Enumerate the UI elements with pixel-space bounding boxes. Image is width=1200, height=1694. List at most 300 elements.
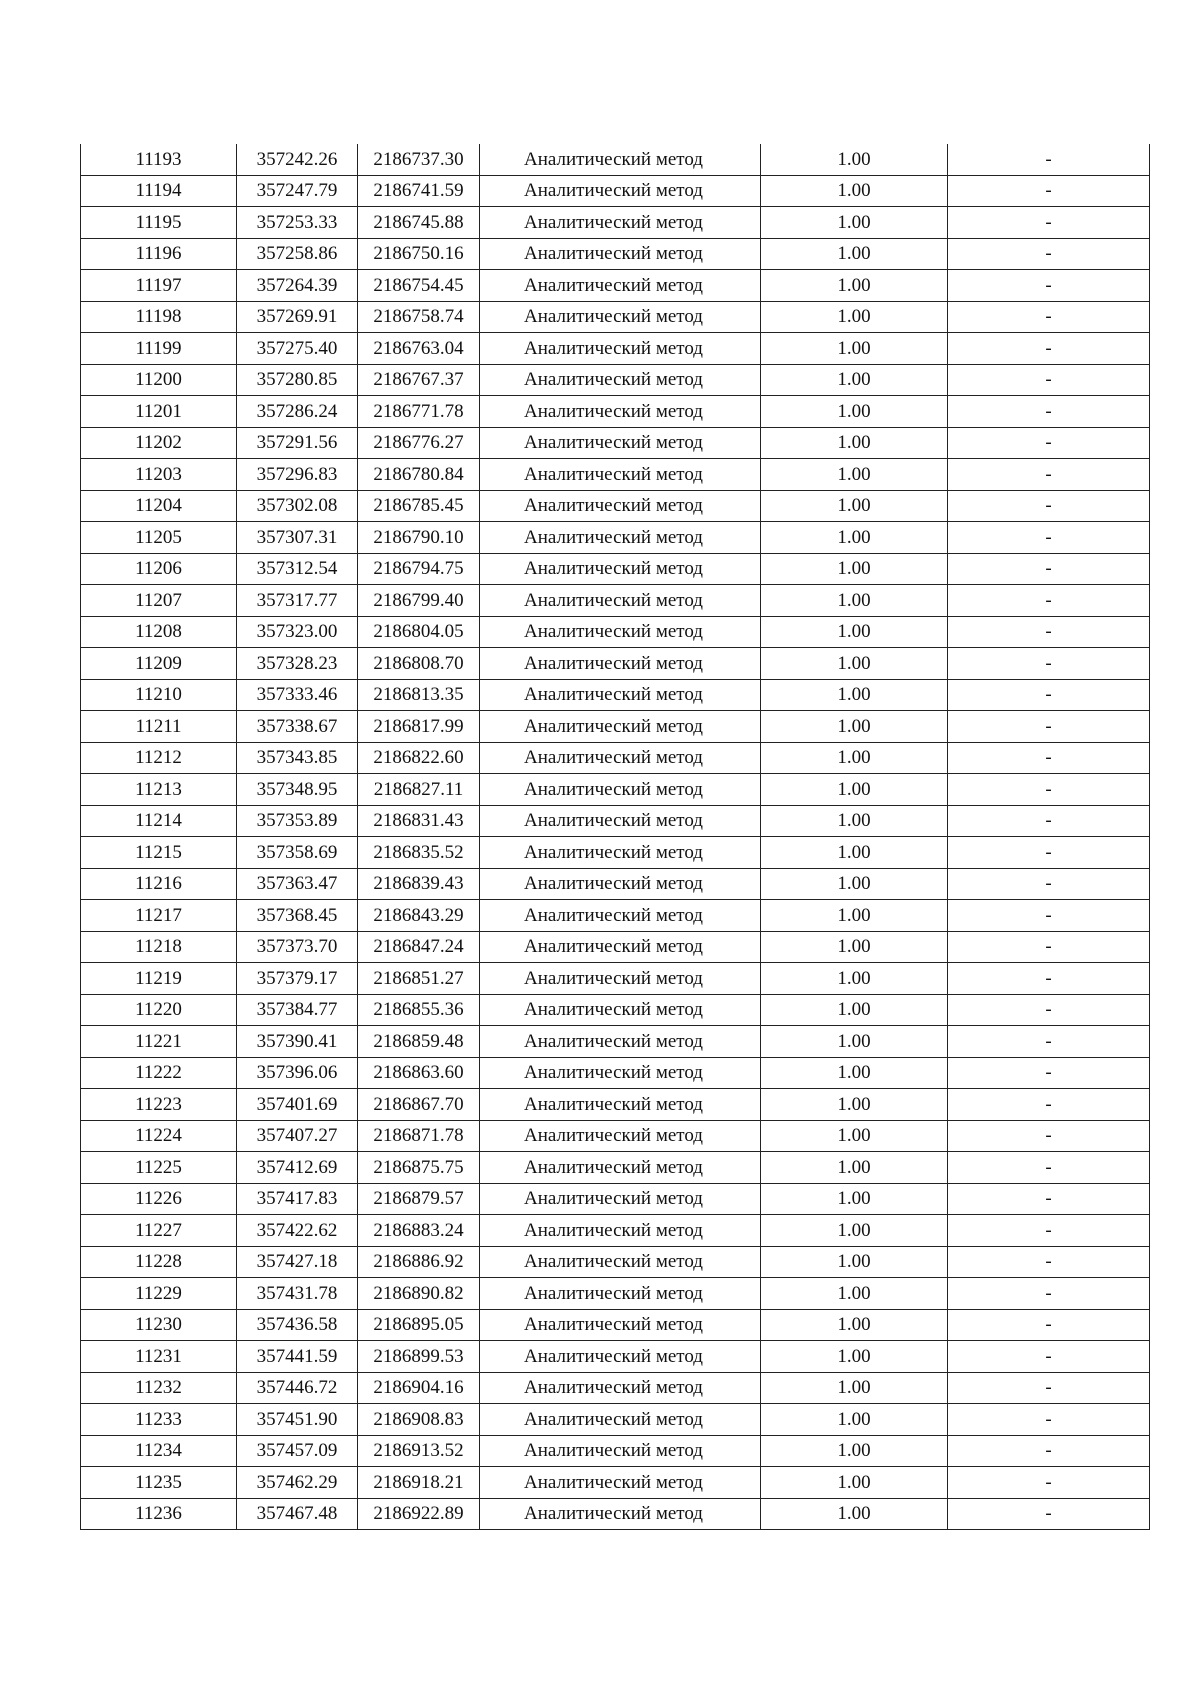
x-coordinate-cell: 357328.23 [237, 648, 358, 680]
y-coordinate-cell: 2186908.83 [358, 1404, 480, 1436]
accuracy-cell: 1.00 [761, 1498, 948, 1530]
x-coordinate-cell: 357348.95 [237, 774, 358, 806]
method-cell: Аналитический метод [480, 774, 761, 806]
table-row [81, 1341, 1150, 1373]
point-number-cell: 11210 [81, 679, 237, 711]
table-row [81, 963, 1150, 995]
point-number-cell: 11236 [81, 1498, 237, 1530]
accuracy-cell: 1.00 [761, 270, 948, 302]
y-coordinate-cell: 2186754.45 [358, 270, 480, 302]
point-number-cell: 11218 [81, 931, 237, 963]
accuracy-cell: 1.00 [761, 994, 948, 1026]
x-coordinate-cell: 357451.90 [237, 1404, 358, 1436]
method-cell: Аналитический метод [480, 333, 761, 365]
note-cell: - [948, 679, 1150, 711]
x-coordinate-cell: 357269.91 [237, 301, 358, 333]
x-coordinate-cell: 357242.26 [237, 144, 358, 175]
accuracy-cell: 1.00 [761, 585, 948, 617]
table-row [81, 238, 1150, 270]
y-coordinate-cell: 2186808.70 [358, 648, 480, 680]
point-number-cell: 11213 [81, 774, 237, 806]
method-cell: Аналитический метод [480, 837, 761, 869]
note-cell: - [948, 1309, 1150, 1341]
x-coordinate-cell: 357401.69 [237, 1089, 358, 1121]
method-cell: Аналитический метод [480, 364, 761, 396]
table-row [81, 1026, 1150, 1058]
note-cell: - [948, 648, 1150, 680]
table-row [81, 1120, 1150, 1152]
accuracy-cell: 1.00 [761, 711, 948, 743]
method-cell: Аналитический метод [480, 175, 761, 207]
table-row [81, 1152, 1150, 1184]
x-coordinate-cell: 357258.86 [237, 238, 358, 270]
accuracy-cell: 1.00 [761, 679, 948, 711]
x-coordinate-cell: 357412.69 [237, 1152, 358, 1184]
note-cell: - [948, 427, 1150, 459]
note-cell: - [948, 459, 1150, 491]
y-coordinate-cell: 2186794.75 [358, 553, 480, 585]
table-row [81, 585, 1150, 617]
method-cell: Аналитический метод [480, 1057, 761, 1089]
note-cell: - [948, 175, 1150, 207]
point-number-cell: 11211 [81, 711, 237, 743]
method-cell: Аналитический метод [480, 868, 761, 900]
note-cell: - [948, 207, 1150, 239]
table-row [81, 522, 1150, 554]
note-cell: - [948, 522, 1150, 554]
accuracy-cell: 1.00 [761, 1120, 948, 1152]
x-coordinate-cell: 357446.72 [237, 1372, 358, 1404]
point-number-cell: 11196 [81, 238, 237, 270]
x-coordinate-cell: 357462.29 [237, 1467, 358, 1499]
accuracy-cell: 1.00 [761, 490, 948, 522]
note-cell: - [948, 742, 1150, 774]
note-cell: - [948, 1215, 1150, 1247]
table-row [81, 1278, 1150, 1310]
x-coordinate-cell: 357379.17 [237, 963, 358, 995]
accuracy-cell: 1.00 [761, 1183, 948, 1215]
x-coordinate-cell: 357247.79 [237, 175, 358, 207]
table-row [81, 490, 1150, 522]
table-row [81, 207, 1150, 239]
accuracy-cell: 1.00 [761, 837, 948, 869]
method-cell: Аналитический метод [480, 931, 761, 963]
method-cell: Аналитический метод [480, 553, 761, 585]
method-cell: Аналитический метод [480, 742, 761, 774]
method-cell: Аналитический метод [480, 1026, 761, 1058]
y-coordinate-cell: 2186737.30 [358, 144, 480, 175]
y-coordinate-cell: 2186867.70 [358, 1089, 480, 1121]
table-row [81, 931, 1150, 963]
point-number-cell: 11209 [81, 648, 237, 680]
x-coordinate-cell: 357368.45 [237, 900, 358, 932]
method-cell: Аналитический метод [480, 1341, 761, 1373]
y-coordinate-cell: 2186904.16 [358, 1372, 480, 1404]
accuracy-cell: 1.00 [761, 522, 948, 554]
accuracy-cell: 1.00 [761, 648, 948, 680]
coordinates-table [80, 144, 1150, 1530]
point-number-cell: 11194 [81, 175, 237, 207]
note-cell: - [948, 301, 1150, 333]
accuracy-cell: 1.00 [761, 1246, 948, 1278]
x-coordinate-cell: 357427.18 [237, 1246, 358, 1278]
method-cell: Аналитический метод [480, 616, 761, 648]
y-coordinate-cell: 2186813.35 [358, 679, 480, 711]
point-number-cell: 11220 [81, 994, 237, 1026]
x-coordinate-cell: 357312.54 [237, 553, 358, 585]
table-row [81, 175, 1150, 207]
note-cell: - [948, 774, 1150, 806]
x-coordinate-cell: 357323.00 [237, 616, 358, 648]
table-row [81, 742, 1150, 774]
y-coordinate-cell: 2186785.45 [358, 490, 480, 522]
point-number-cell: 11235 [81, 1467, 237, 1499]
table-row [81, 1404, 1150, 1436]
table-row [81, 616, 1150, 648]
y-coordinate-cell: 2186843.29 [358, 900, 480, 932]
method-cell: Аналитический метод [480, 522, 761, 554]
method-cell: Аналитический метод [480, 648, 761, 680]
accuracy-cell: 1.00 [761, 742, 948, 774]
method-cell: Аналитический метод [480, 427, 761, 459]
table-row [81, 837, 1150, 869]
accuracy-cell: 1.00 [761, 1309, 948, 1341]
x-coordinate-cell: 357307.31 [237, 522, 358, 554]
method-cell: Аналитический метод [480, 301, 761, 333]
x-coordinate-cell: 357436.58 [237, 1309, 358, 1341]
accuracy-cell: 1.00 [761, 553, 948, 585]
point-number-cell: 11206 [81, 553, 237, 585]
x-coordinate-cell: 357441.59 [237, 1341, 358, 1373]
x-coordinate-cell: 357353.89 [237, 805, 358, 837]
point-number-cell: 11224 [81, 1120, 237, 1152]
table-row [81, 1309, 1150, 1341]
note-cell: - [948, 868, 1150, 900]
accuracy-cell: 1.00 [761, 427, 948, 459]
table-row [81, 1246, 1150, 1278]
method-cell: Аналитический метод [480, 270, 761, 302]
note-cell: - [948, 1057, 1150, 1089]
method-cell: Аналитический метод [480, 1089, 761, 1121]
y-coordinate-cell: 2186883.24 [358, 1215, 480, 1247]
y-coordinate-cell: 2186918.21 [358, 1467, 480, 1499]
table-row [81, 144, 1150, 175]
note-cell: - [948, 238, 1150, 270]
x-coordinate-cell: 357275.40 [237, 333, 358, 365]
y-coordinate-cell: 2186922.89 [358, 1498, 480, 1530]
table-row [81, 648, 1150, 680]
point-number-cell: 11201 [81, 396, 237, 428]
table-row [81, 1372, 1150, 1404]
y-coordinate-cell: 2186745.88 [358, 207, 480, 239]
note-cell: - [948, 1183, 1150, 1215]
method-cell: Аналитический метод [480, 963, 761, 995]
y-coordinate-cell: 2186863.60 [358, 1057, 480, 1089]
method-cell: Аналитический метод [480, 1215, 761, 1247]
point-number-cell: 11195 [81, 207, 237, 239]
y-coordinate-cell: 2186758.74 [358, 301, 480, 333]
x-coordinate-cell: 357358.69 [237, 837, 358, 869]
table-row [81, 1057, 1150, 1089]
accuracy-cell: 1.00 [761, 364, 948, 396]
table-row [81, 679, 1150, 711]
note-cell: - [948, 1372, 1150, 1404]
note-cell: - [948, 931, 1150, 963]
y-coordinate-cell: 2186799.40 [358, 585, 480, 617]
method-cell: Аналитический метод [480, 1152, 761, 1184]
point-number-cell: 11200 [81, 364, 237, 396]
y-coordinate-cell: 2186790.10 [358, 522, 480, 554]
method-cell: Аналитический метод [480, 459, 761, 491]
y-coordinate-cell: 2186895.05 [358, 1309, 480, 1341]
y-coordinate-cell: 2186822.60 [358, 742, 480, 774]
y-coordinate-cell: 2186776.27 [358, 427, 480, 459]
x-coordinate-cell: 357431.78 [237, 1278, 358, 1310]
note-cell: - [948, 1278, 1150, 1310]
accuracy-cell: 1.00 [761, 1372, 948, 1404]
y-coordinate-cell: 2186835.52 [358, 837, 480, 869]
accuracy-cell: 1.00 [761, 616, 948, 648]
point-number-cell: 11219 [81, 963, 237, 995]
y-coordinate-cell: 2186839.43 [358, 868, 480, 900]
y-coordinate-cell: 2186817.99 [358, 711, 480, 743]
table-row [81, 1215, 1150, 1247]
point-number-cell: 11207 [81, 585, 237, 617]
note-cell: - [948, 585, 1150, 617]
accuracy-cell: 1.00 [761, 1215, 948, 1247]
note-cell: - [948, 1498, 1150, 1530]
method-cell: Аналитический метод [480, 900, 761, 932]
accuracy-cell: 1.00 [761, 333, 948, 365]
method-cell: Аналитический метод [480, 711, 761, 743]
y-coordinate-cell: 2186741.59 [358, 175, 480, 207]
point-number-cell: 11208 [81, 616, 237, 648]
coordinates-table-body [81, 144, 1150, 1530]
point-number-cell: 11230 [81, 1309, 237, 1341]
accuracy-cell: 1.00 [761, 774, 948, 806]
x-coordinate-cell: 357333.46 [237, 679, 358, 711]
point-number-cell: 11193 [81, 144, 237, 175]
note-cell: - [948, 270, 1150, 302]
table-row [81, 994, 1150, 1026]
accuracy-cell: 1.00 [761, 459, 948, 491]
note-cell: - [948, 553, 1150, 585]
table-row [81, 396, 1150, 428]
point-number-cell: 11221 [81, 1026, 237, 1058]
x-coordinate-cell: 357253.33 [237, 207, 358, 239]
y-coordinate-cell: 2186847.24 [358, 931, 480, 963]
accuracy-cell: 1.00 [761, 144, 948, 175]
table-row [81, 900, 1150, 932]
x-coordinate-cell: 357317.77 [237, 585, 358, 617]
method-cell: Аналитический метод [480, 1309, 761, 1341]
table-row [81, 711, 1150, 743]
x-coordinate-cell: 357302.08 [237, 490, 358, 522]
note-cell: - [948, 1435, 1150, 1467]
accuracy-cell: 1.00 [761, 1089, 948, 1121]
table-row [81, 364, 1150, 396]
note-cell: - [948, 333, 1150, 365]
accuracy-cell: 1.00 [761, 1057, 948, 1089]
accuracy-cell: 1.00 [761, 301, 948, 333]
accuracy-cell: 1.00 [761, 1341, 948, 1373]
x-coordinate-cell: 357291.56 [237, 427, 358, 459]
point-number-cell: 11234 [81, 1435, 237, 1467]
method-cell: Аналитический метод [480, 1404, 761, 1436]
accuracy-cell: 1.00 [761, 900, 948, 932]
x-coordinate-cell: 357338.67 [237, 711, 358, 743]
table-row [81, 1498, 1150, 1530]
note-cell: - [948, 1152, 1150, 1184]
method-cell: Аналитический метод [480, 994, 761, 1026]
method-cell: Аналитический метод [480, 144, 761, 175]
note-cell: - [948, 616, 1150, 648]
y-coordinate-cell: 2186750.16 [358, 238, 480, 270]
table-row [81, 270, 1150, 302]
method-cell: Аналитический метод [480, 1372, 761, 1404]
point-number-cell: 11229 [81, 1278, 237, 1310]
x-coordinate-cell: 357280.85 [237, 364, 358, 396]
y-coordinate-cell: 2186871.78 [358, 1120, 480, 1152]
y-coordinate-cell: 2186879.57 [358, 1183, 480, 1215]
x-coordinate-cell: 357467.48 [237, 1498, 358, 1530]
note-cell: - [948, 1026, 1150, 1058]
y-coordinate-cell: 2186859.48 [358, 1026, 480, 1058]
point-number-cell: 11233 [81, 1404, 237, 1436]
y-coordinate-cell: 2186763.04 [358, 333, 480, 365]
method-cell: Аналитический метод [480, 805, 761, 837]
method-cell: Аналитический метод [480, 396, 761, 428]
x-coordinate-cell: 357373.70 [237, 931, 358, 963]
point-number-cell: 11202 [81, 427, 237, 459]
point-number-cell: 11197 [81, 270, 237, 302]
note-cell: - [948, 994, 1150, 1026]
method-cell: Аналитический метод [480, 1246, 761, 1278]
point-number-cell: 11222 [81, 1057, 237, 1089]
y-coordinate-cell: 2186899.53 [358, 1341, 480, 1373]
x-coordinate-cell: 357363.47 [237, 868, 358, 900]
note-cell: - [948, 1404, 1150, 1436]
method-cell: Аналитический метод [480, 585, 761, 617]
table-row [81, 333, 1150, 365]
accuracy-cell: 1.00 [761, 868, 948, 900]
y-coordinate-cell: 2186771.78 [358, 396, 480, 428]
y-coordinate-cell: 2186767.37 [358, 364, 480, 396]
x-coordinate-cell: 357422.62 [237, 1215, 358, 1247]
y-coordinate-cell: 2186831.43 [358, 805, 480, 837]
point-number-cell: 11217 [81, 900, 237, 932]
table-row [81, 1183, 1150, 1215]
x-coordinate-cell: 357396.06 [237, 1057, 358, 1089]
point-number-cell: 11223 [81, 1089, 237, 1121]
x-coordinate-cell: 357286.24 [237, 396, 358, 428]
point-number-cell: 11216 [81, 868, 237, 900]
accuracy-cell: 1.00 [761, 1404, 948, 1436]
table-row [81, 1435, 1150, 1467]
method-cell: Аналитический метод [480, 1467, 761, 1499]
method-cell: Аналитический метод [480, 1183, 761, 1215]
table-row [81, 301, 1150, 333]
point-number-cell: 11214 [81, 805, 237, 837]
accuracy-cell: 1.00 [761, 1026, 948, 1058]
x-coordinate-cell: 357390.41 [237, 1026, 358, 1058]
note-cell: - [948, 900, 1150, 932]
accuracy-cell: 1.00 [761, 963, 948, 995]
y-coordinate-cell: 2186780.84 [358, 459, 480, 491]
accuracy-cell: 1.00 [761, 931, 948, 963]
table-row [81, 1467, 1150, 1499]
accuracy-cell: 1.00 [761, 207, 948, 239]
accuracy-cell: 1.00 [761, 1278, 948, 1310]
table-row [81, 805, 1150, 837]
point-number-cell: 11204 [81, 490, 237, 522]
y-coordinate-cell: 2186851.27 [358, 963, 480, 995]
table-row [81, 459, 1150, 491]
accuracy-cell: 1.00 [761, 1467, 948, 1499]
point-number-cell: 11215 [81, 837, 237, 869]
point-number-cell: 11226 [81, 1183, 237, 1215]
method-cell: Аналитический метод [480, 1435, 761, 1467]
table-row [81, 427, 1150, 459]
point-number-cell: 11232 [81, 1372, 237, 1404]
accuracy-cell: 1.00 [761, 175, 948, 207]
point-number-cell: 11225 [81, 1152, 237, 1184]
method-cell: Аналитический метод [480, 1278, 761, 1310]
note-cell: - [948, 364, 1150, 396]
x-coordinate-cell: 357296.83 [237, 459, 358, 491]
note-cell: - [948, 1341, 1150, 1373]
y-coordinate-cell: 2186855.36 [358, 994, 480, 1026]
table-row [81, 1089, 1150, 1121]
point-number-cell: 11231 [81, 1341, 237, 1373]
x-coordinate-cell: 357417.83 [237, 1183, 358, 1215]
y-coordinate-cell: 2186804.05 [358, 616, 480, 648]
x-coordinate-cell: 357343.85 [237, 742, 358, 774]
x-coordinate-cell: 357457.09 [237, 1435, 358, 1467]
y-coordinate-cell: 2186913.52 [358, 1435, 480, 1467]
note-cell: - [948, 144, 1150, 175]
accuracy-cell: 1.00 [761, 1152, 948, 1184]
y-coordinate-cell: 2186827.11 [358, 774, 480, 806]
y-coordinate-cell: 2186886.92 [358, 1246, 480, 1278]
note-cell: - [948, 805, 1150, 837]
accuracy-cell: 1.00 [761, 805, 948, 837]
accuracy-cell: 1.00 [761, 1435, 948, 1467]
note-cell: - [948, 396, 1150, 428]
x-coordinate-cell: 357407.27 [237, 1120, 358, 1152]
note-cell: - [948, 490, 1150, 522]
method-cell: Аналитический метод [480, 238, 761, 270]
point-number-cell: 11212 [81, 742, 237, 774]
y-coordinate-cell: 2186875.75 [358, 1152, 480, 1184]
method-cell: Аналитический метод [480, 1120, 761, 1152]
method-cell: Аналитический метод [480, 490, 761, 522]
method-cell: Аналитический метод [480, 207, 761, 239]
note-cell: - [948, 711, 1150, 743]
note-cell: - [948, 1467, 1150, 1499]
note-cell: - [948, 963, 1150, 995]
accuracy-cell: 1.00 [761, 238, 948, 270]
note-cell: - [948, 1089, 1150, 1121]
table-row [81, 553, 1150, 585]
x-coordinate-cell: 357384.77 [237, 994, 358, 1026]
table-row [81, 868, 1150, 900]
point-number-cell: 11198 [81, 301, 237, 333]
x-coordinate-cell: 357264.39 [237, 270, 358, 302]
method-cell: Аналитический метод [480, 1498, 761, 1530]
point-number-cell: 11205 [81, 522, 237, 554]
table-row [81, 774, 1150, 806]
